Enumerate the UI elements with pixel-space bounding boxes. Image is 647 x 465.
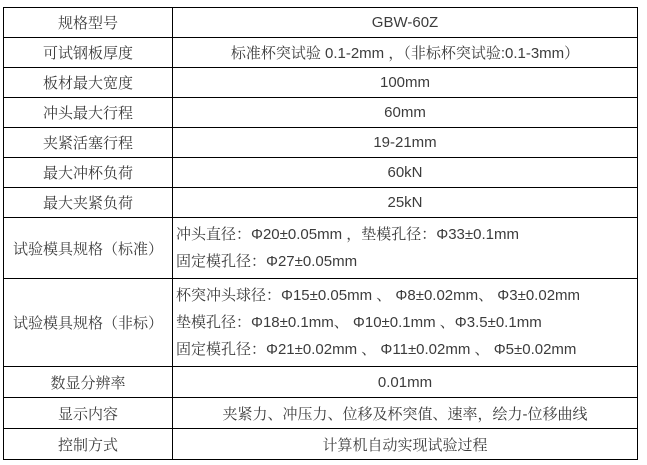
spec-label: 试验模具规格（标准） xyxy=(4,218,173,279)
spec-table xyxy=(3,7,638,460)
spec-label: 控制方式 xyxy=(4,429,173,460)
spec-row-digital-resolution xyxy=(4,367,638,398)
spec-table-container xyxy=(3,7,638,460)
spec-label: 最大夹紧负荷 xyxy=(4,188,173,218)
spec-label: 最大冲杯负荷 xyxy=(4,158,173,188)
spec-row-max-cupping-load xyxy=(4,158,638,188)
spec-label: 冲头最大行程 xyxy=(4,98,173,128)
spec-value: 0.01mm xyxy=(173,367,638,398)
spec-value: GBW-60Z xyxy=(173,8,638,38)
spec-row-die-spec-nonstandard xyxy=(4,279,638,367)
spec-row-max-clamp-load xyxy=(4,188,638,218)
spec-value: 100mm xyxy=(173,68,638,98)
spec-value: 计算机自动实现试验过程 xyxy=(173,429,638,460)
spec-label: 规格型号 xyxy=(4,8,173,38)
spec-row-die-spec-standard xyxy=(4,218,638,279)
spec-value: 25kN xyxy=(173,188,638,218)
spec-row-plate-thickness xyxy=(4,38,638,68)
spec-value: 标准杯突试验 0.1-2mm ，（非标杯突试验:0.1-3mm） xyxy=(173,38,638,68)
spec-row-punch-max-stroke xyxy=(4,98,638,128)
spec-value-line: 固定模孔径：Φ21±0.02mm 、 Φ11±0.02mm 、 Φ5±0.02mm xyxy=(176,341,577,358)
spec-value-line: 杯突冲头球径：Φ15±0.05mm 、 Φ8±0.02mm、 Φ3±0.02mm xyxy=(176,287,581,304)
spec-row-model xyxy=(4,8,638,38)
spec-row-max-plate-width xyxy=(4,68,638,98)
spec-row-clamp-piston-stroke xyxy=(4,128,638,158)
spec-value xyxy=(173,218,638,279)
spec-label: 显示内容 xyxy=(4,398,173,429)
spec-label: 夹紧活塞行程 xyxy=(4,128,173,158)
spec-value xyxy=(173,279,638,367)
spec-value-line: 冲头直径：Φ20±0.05mm ，垫模孔径：Φ33±0.1mm xyxy=(176,226,519,243)
spec-value: 60mm xyxy=(173,98,638,128)
spec-label: 可试钢板厚度 xyxy=(4,38,173,68)
spec-row-control-mode xyxy=(4,429,638,460)
spec-value: 19-21mm xyxy=(173,128,638,158)
spec-label: 板材最大宽度 xyxy=(4,68,173,98)
spec-label: 数显分辨率 xyxy=(4,367,173,398)
spec-value-line: 垫模孔径：Φ18±0.1mm、 Φ10±0.1mm 、Φ3.5±0.1mm xyxy=(176,314,542,331)
spec-label: 试验模具规格（非标） xyxy=(4,279,173,367)
spec-value: 夹紧力、冲压力、位移及杯突值、速率，绘力-位移曲线 xyxy=(173,398,638,429)
spec-value-line: 固定模孔径：Φ27±0.05mm xyxy=(176,253,358,270)
spec-row-display-content xyxy=(4,398,638,429)
spec-value: 60kN xyxy=(173,158,638,188)
